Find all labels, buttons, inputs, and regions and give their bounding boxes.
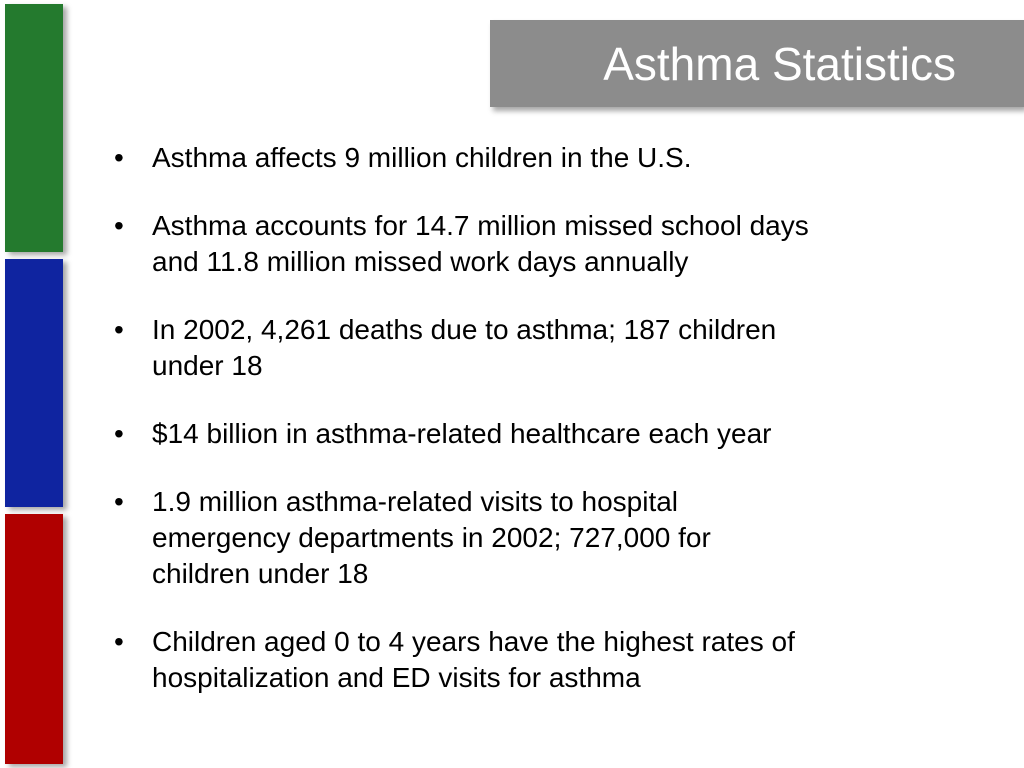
bullet-line: Asthma accounts for 14.7 million missed school days xyxy=(152,210,809,241)
bullet-item xyxy=(110,312,970,384)
bullet-dot: • xyxy=(114,626,124,657)
bullet-line: children under 18 xyxy=(152,558,369,589)
bullet-item xyxy=(110,484,970,592)
bullet-item xyxy=(110,624,970,696)
bullet-dot: • xyxy=(114,142,124,173)
bullet-line: In 2002, 4,261 deaths due to asthma; 187 children xyxy=(152,314,777,345)
bullet-item xyxy=(110,416,970,452)
bullet-line: emergency departments in 2002; 727,000 for xyxy=(152,522,711,553)
bullet-line: hospitalization and ED visits for asthma xyxy=(152,662,641,693)
bullet-item xyxy=(110,208,970,280)
bullet-line: Children aged 0 to 4 years have the highest rates of xyxy=(152,626,795,657)
bullet-list xyxy=(110,140,970,728)
bullet-dot: • xyxy=(114,418,124,449)
slide-title: Asthma Statistics xyxy=(603,37,956,90)
bullet-line: 1.9 million asthma-related visits to hospital xyxy=(152,486,679,517)
bullet-dot: • xyxy=(114,486,124,517)
bullet-line: Asthma affects 9 million children in the U.S. xyxy=(152,142,692,173)
bullet-line: and 11.8 million missed work days annually xyxy=(152,246,689,277)
accent-bar-blue xyxy=(5,259,63,507)
accent-bar-green xyxy=(5,4,63,252)
bullet-line: under 18 xyxy=(152,350,263,381)
title-box xyxy=(490,20,1024,107)
bullet-dot: • xyxy=(114,210,124,241)
accent-bar-red xyxy=(5,514,63,764)
bullet-line: $14 billion in asthma-related healthcare each year xyxy=(152,418,772,449)
bullet-dot: • xyxy=(114,314,124,345)
bullet-item xyxy=(110,140,970,176)
